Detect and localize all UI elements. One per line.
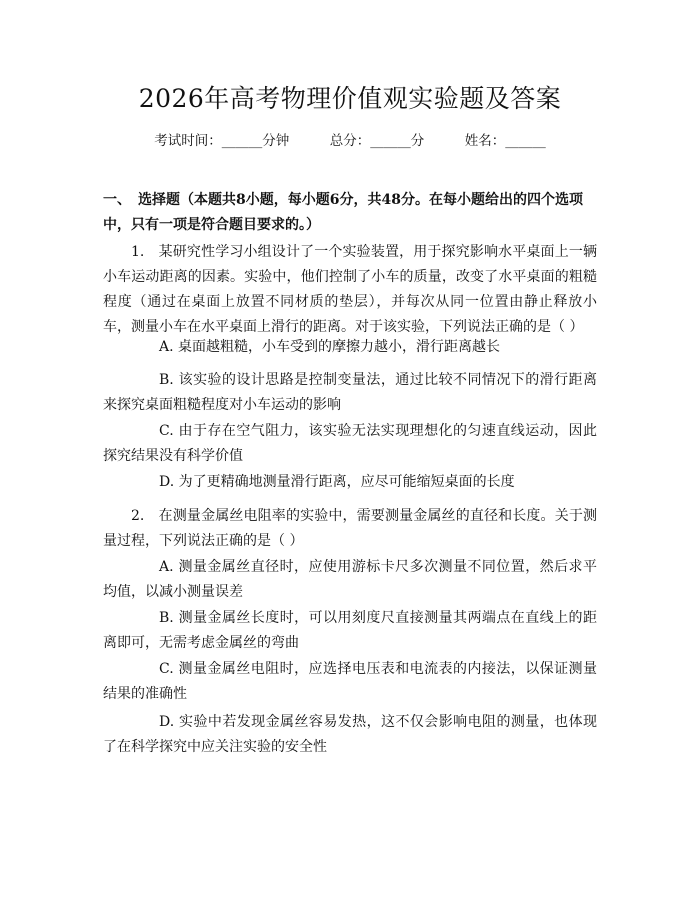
question-2-option-d: D. 实验中若发现金属丝容易发热，这不仅会影响电阻的测量，也体现了在科学探究中应关注实验的安全性: [103, 714, 597, 755]
question-1-option-a: A. 桌面越粗糙，小车受到的摩擦力越小，滑行距离越长: [159, 339, 501, 355]
exam-title: 2026年高考物理价值观实验题及答案: [138, 84, 562, 113]
question-2-option-c: C. 测量金属丝电阻时，应选择电压表和电流表的内接法，以保证测量结果的准确性: [103, 661, 597, 702]
question-2-option-a: A. 测量金属丝直径时，应使用游标卡尺多次测量不同位置，然后求平均值，以减小测量误差: [103, 559, 597, 600]
question-2-stem: 2. 在测量金属丝电阻率的实验中，需要测量金属丝的直径和长度。关于测量过程，下列说法正确的是（ ）: [103, 508, 597, 549]
exam-meta-line: 考试时间：______分钟 总分：______分 姓名：______: [154, 133, 546, 149]
section-heading: 一、 选择题（本题共8小题，每小题6分，共48分。在每小题给出的四个选项中，只有一项是符合题目要求的。）: [103, 192, 583, 233]
question-2-option-b: B. 测量金属丝长度时，可以用刻度尺直接测量其两端点在直线上的距离即可，无需考虑金属丝的弯曲: [103, 610, 597, 651]
question-1-option-b: B. 该实验的设计思路是控制变量法，通过比较不同情况下的滑行距离来探究桌面粗糙程度对小车运动的影响: [103, 372, 597, 413]
question-1-stem: 1. 某研究性学习小组设计了一个实验装置，用于探究影响水平桌面上一辆小车运动距离的因素。实验中，他们控制了小车的质量，改变了水平桌面的粗糙程度（通过在桌面上放置不同材质的垫层），并每次从同一位置由静止释放小车，测量小车在水平桌面上滑行的距离。对于该实验，下列说法正确的是（ ）: [103, 244, 597, 335]
question-1-option-d: D. 为了更精确地测量滑行距离，应尽可能缩短桌面的长度: [159, 474, 515, 490]
question-1-option-c: C. 由于存在空气阻力，该实验无法实现理想化的匀速直线运动，因此探究结果没有科学价值: [103, 423, 597, 464]
